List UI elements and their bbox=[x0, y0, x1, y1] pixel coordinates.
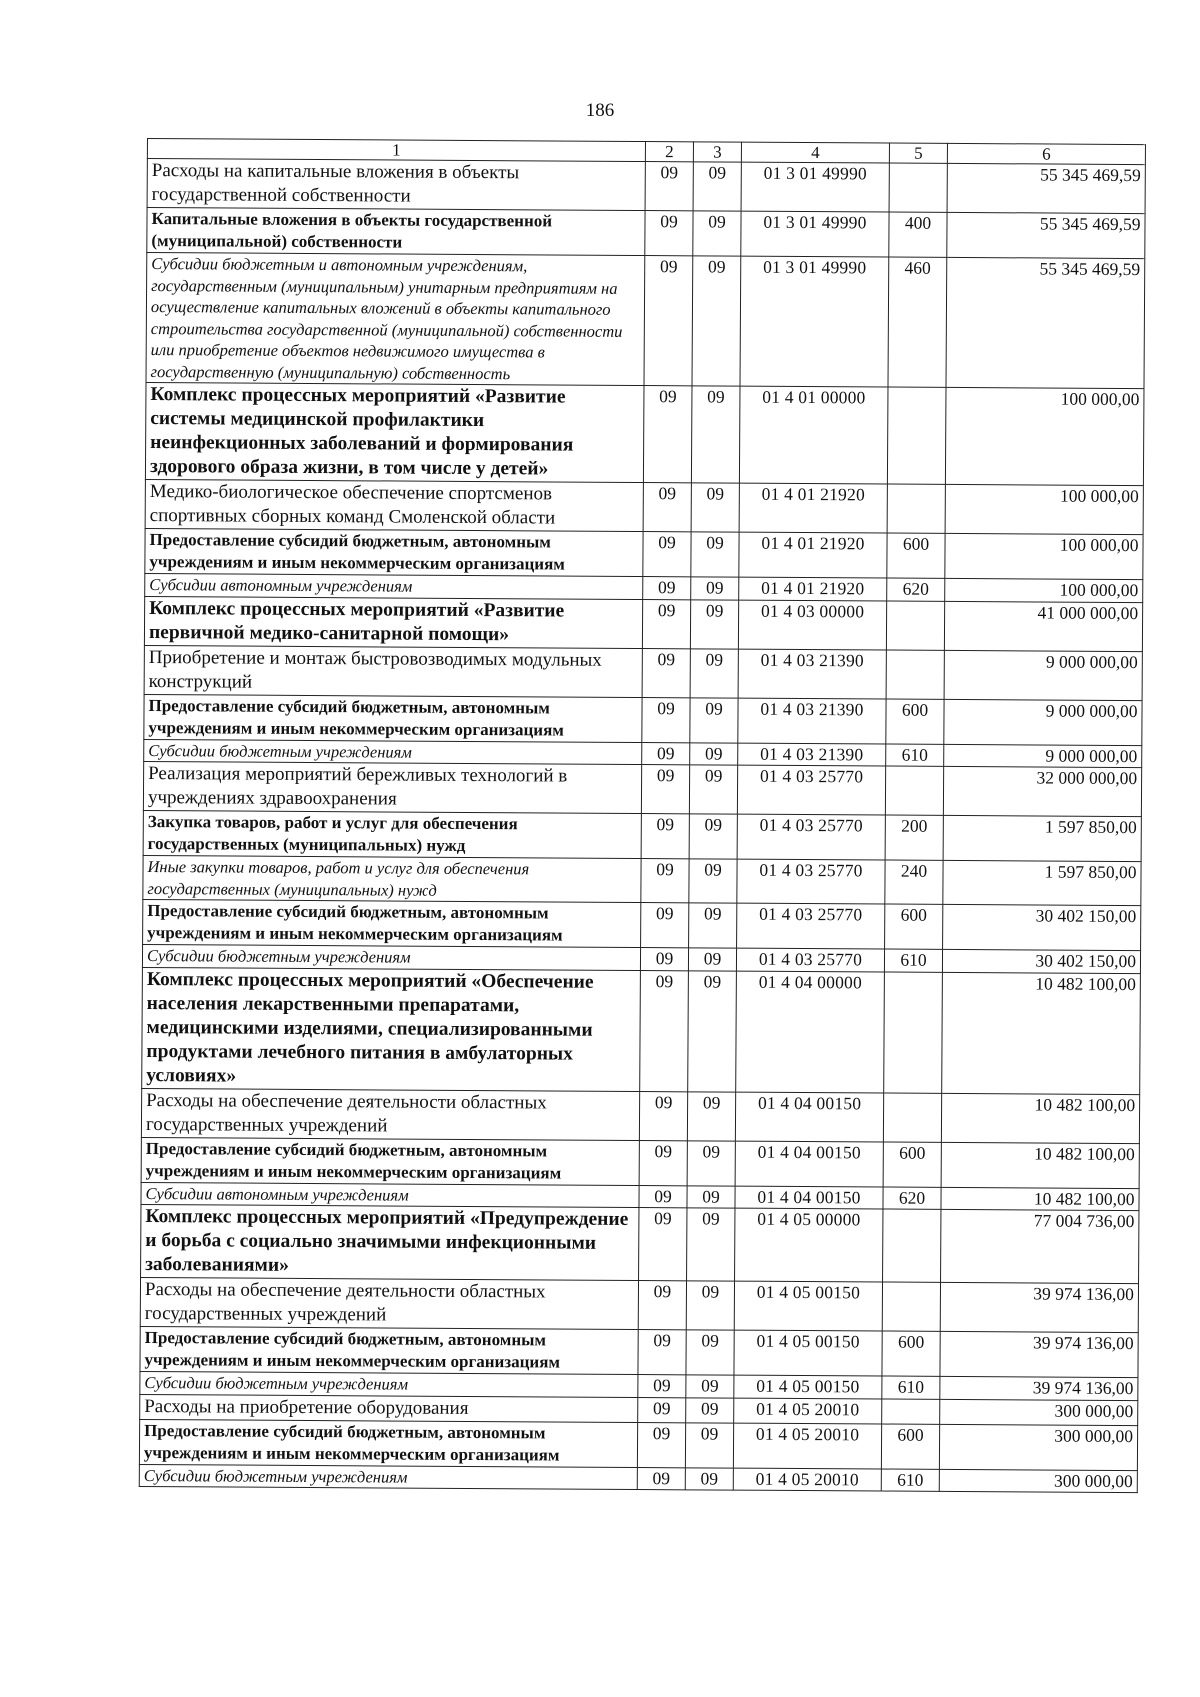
section-cell: 09 bbox=[639, 1185, 687, 1208]
table-row bbox=[145, 528, 1143, 579]
subsection-cell: 09 bbox=[688, 970, 737, 1091]
section-cell: 09 bbox=[641, 859, 689, 903]
description-cell: Закупка товаров, работ и услуг для обеспечения государственных (муниципальных) нужд bbox=[143, 810, 641, 858]
amount-cell: 9 000 000,00 bbox=[944, 699, 1142, 745]
section-cell: 09 bbox=[639, 1091, 687, 1140]
description-cell: Расходы на обеспечение деятельности областных государственных учреждений bbox=[140, 1277, 638, 1329]
section-cell: 09 bbox=[638, 1330, 686, 1375]
header-cell: 1 bbox=[147, 139, 645, 162]
budget-table-sheet bbox=[139, 138, 1146, 1493]
description-cell: Реализация мероприятий бережливых технологий в учреждениях здравоохранения bbox=[143, 761, 641, 813]
subsection-cell: 09 bbox=[690, 742, 738, 765]
subsection-cell: 09 bbox=[687, 1208, 735, 1281]
subsection-cell: 09 bbox=[691, 483, 739, 532]
section-cell: 09 bbox=[637, 1422, 685, 1467]
expense-type-cell: 600 bbox=[881, 1424, 939, 1469]
subsection-cell: 09 bbox=[693, 162, 741, 211]
target-code-cell: 01 4 03 25770 bbox=[737, 765, 885, 815]
amount-cell: 9 000 000,00 bbox=[944, 744, 1142, 768]
section-cell: 09 bbox=[640, 948, 688, 971]
description-cell: Предоставление субсидий бюджетным, автономным учреждениям и иным некоммерческим организациям bbox=[141, 1137, 639, 1185]
target-code-cell: 01 4 03 25770 bbox=[736, 948, 884, 971]
section-cell: 09 bbox=[643, 532, 691, 577]
subsection-cell: 09 bbox=[689, 859, 737, 903]
expense-type-cell: 400 bbox=[889, 212, 947, 257]
subsection-cell: 09 bbox=[688, 948, 736, 971]
amount-cell: 1 597 850,00 bbox=[943, 860, 1141, 905]
expense-type-cell: 610 bbox=[884, 949, 942, 972]
description-cell: Предоставление субсидий бюджетным, автономным учреждениям и иным некоммерческим организациям bbox=[140, 1326, 638, 1374]
subsection-cell: 09 bbox=[690, 599, 738, 648]
section-cell: 09 bbox=[641, 903, 689, 948]
table-row bbox=[140, 1326, 1138, 1377]
subsection-cell: 09 bbox=[685, 1422, 733, 1467]
budget-table bbox=[139, 138, 1146, 1493]
section-cell: 09 bbox=[638, 1397, 686, 1422]
section-cell: 09 bbox=[642, 742, 690, 765]
amount-cell: 9 000 000,00 bbox=[944, 650, 1142, 700]
description-cell: Расходы на приобретение оборудования bbox=[140, 1394, 638, 1422]
expense-type-cell: 600 bbox=[886, 699, 944, 744]
table-row bbox=[143, 761, 1141, 816]
amount-cell: 39 974 136,00 bbox=[940, 1376, 1138, 1400]
section-cell: 09 bbox=[641, 765, 689, 814]
target-code-cell: 01 4 03 21390 bbox=[738, 698, 886, 744]
expense-type-cell: 600 bbox=[883, 1142, 941, 1187]
target-code-cell: 01 4 05 00150 bbox=[734, 1330, 882, 1376]
target-code-cell: 01 4 05 20010 bbox=[733, 1423, 881, 1469]
amount-cell: 10 482 100,00 bbox=[942, 972, 1141, 1094]
description-cell: Расходы на обеспечение деятельности областных государственных учреждений bbox=[141, 1088, 639, 1140]
expense-type-cell: 600 bbox=[885, 904, 943, 949]
description-cell: Субсидии бюджетным учреждениям bbox=[139, 1464, 637, 1490]
amount-cell: 100 000,00 bbox=[945, 387, 1144, 485]
description-cell: Медико-биологическое обеспечение спортсменов спортивных сборных команд Смоленской области bbox=[145, 479, 643, 531]
table-row bbox=[140, 1277, 1138, 1332]
target-code-cell: 01 4 05 00000 bbox=[735, 1208, 883, 1282]
amount-cell: 39 974 136,00 bbox=[940, 1282, 1138, 1332]
description-cell: Комплекс процессных мероприятий «Развитие первичной медико-санитарной помощи» bbox=[144, 596, 642, 648]
description-cell: Капитальные вложения в объекты государственной (муниципальной) собственности bbox=[147, 208, 645, 256]
expense-type-cell bbox=[883, 1093, 941, 1142]
amount-cell: 30 402 150,00 bbox=[943, 904, 1141, 950]
table-row bbox=[141, 1088, 1139, 1143]
subsection-cell: 09 bbox=[689, 903, 737, 948]
target-code-cell: 01 4 05 00150 bbox=[734, 1375, 882, 1398]
expense-type-cell: 460 bbox=[888, 257, 947, 387]
target-code-cell: 01 4 01 21920 bbox=[739, 483, 887, 533]
expense-type-cell: 240 bbox=[885, 860, 943, 904]
target-code-cell: 01 4 04 00000 bbox=[736, 971, 885, 1093]
target-code-cell: 01 4 05 20010 bbox=[734, 1398, 882, 1424]
expense-type-cell bbox=[886, 601, 944, 650]
subsection-cell: 09 bbox=[686, 1397, 734, 1422]
target-code-cell: 01 4 03 00000 bbox=[738, 600, 886, 650]
header-cell: 3 bbox=[693, 142, 741, 162]
section-cell: 09 bbox=[639, 1140, 687, 1185]
subsection-cell: 09 bbox=[692, 256, 741, 386]
subsection-cell: 09 bbox=[691, 532, 739, 577]
amount-cell: 1 597 850,00 bbox=[943, 815, 1141, 861]
amount-cell: 300 000,00 bbox=[940, 1399, 1138, 1425]
expense-type-cell bbox=[882, 1399, 940, 1424]
table-row bbox=[144, 596, 1142, 651]
target-code-cell: 01 3 01 49990 bbox=[740, 256, 889, 387]
expense-type-cell bbox=[884, 972, 943, 1093]
table-row bbox=[147, 208, 1145, 259]
section-cell: 09 bbox=[643, 577, 691, 600]
description-cell: Приобретение и монтаж быстровозводимых модульных конструкций bbox=[144, 645, 642, 697]
expense-type-cell bbox=[886, 650, 944, 699]
expense-type-cell bbox=[885, 766, 943, 815]
amount-cell: 300 000,00 bbox=[939, 1469, 1137, 1493]
target-code-cell: 01 4 03 25770 bbox=[737, 903, 885, 949]
section-cell: 09 bbox=[643, 483, 691, 532]
expense-type-cell bbox=[883, 1209, 941, 1282]
description-cell: Субсидии бюджетным учреждениям bbox=[144, 739, 642, 765]
description-cell: Субсидии бюджетным учреждениям bbox=[140, 1371, 638, 1397]
header-cell: 6 bbox=[947, 143, 1145, 164]
description-cell: Предоставление субсидий бюджетным, автономным учреждениям и иным некоммерческим организациям bbox=[145, 528, 643, 576]
description-cell: Предоставление субсидий бюджетным, автономным учреждениям и иным некоммерческим организациям bbox=[139, 1419, 637, 1467]
section-cell: 09 bbox=[641, 814, 689, 859]
description-cell: Субсидии автономным учреждениям bbox=[145, 573, 643, 599]
page-number: 186 bbox=[585, 100, 615, 121]
expense-type-cell: 600 bbox=[882, 1331, 940, 1376]
target-code-cell: 01 4 03 21390 bbox=[738, 743, 886, 766]
description-cell: Субсидии автономным учреждениям bbox=[141, 1182, 639, 1208]
target-code-cell: 01 4 01 21920 bbox=[739, 577, 887, 600]
expense-type-cell bbox=[887, 484, 945, 533]
amount-cell: 30 402 150,00 bbox=[942, 949, 1140, 973]
amount-cell: 10 482 100,00 bbox=[941, 1142, 1139, 1188]
target-code-cell: 01 3 01 49990 bbox=[741, 211, 889, 257]
subsection-cell: 09 bbox=[689, 814, 737, 859]
section-cell: 09 bbox=[637, 1467, 685, 1490]
subsection-cell: 09 bbox=[690, 648, 738, 697]
amount-cell: 55 345 469,59 bbox=[947, 212, 1145, 258]
table-row bbox=[143, 855, 1141, 905]
expense-type-cell bbox=[889, 163, 947, 212]
table-row bbox=[139, 1464, 1137, 1493]
expense-type-cell bbox=[887, 387, 946, 484]
expense-type-cell bbox=[882, 1282, 940, 1331]
expense-type-cell: 620 bbox=[883, 1187, 941, 1210]
subsection-cell: 09 bbox=[686, 1375, 734, 1398]
section-cell: 09 bbox=[644, 256, 693, 386]
table-row bbox=[147, 159, 1145, 214]
target-code-cell: 01 4 04 00150 bbox=[735, 1186, 883, 1209]
amount-cell: 300 000,00 bbox=[939, 1424, 1137, 1470]
target-code-cell: 01 4 01 00000 bbox=[739, 386, 888, 484]
subsection-cell: 09 bbox=[689, 765, 737, 814]
subsection-cell: 09 bbox=[691, 386, 740, 483]
section-cell: 09 bbox=[642, 697, 690, 742]
table-row bbox=[142, 967, 1141, 1094]
section-cell: 09 bbox=[640, 970, 689, 1091]
description-cell: Субсидии бюджетным и автономным учреждениям, государственным (муниципальным) унитарным предприятиям на осуществление капитальных вложений в объекты капитального строительства государственной (муниципальной) собственности или приобретение объектов недвижимого имущества в государственную (муниципальную) собственность bbox=[146, 253, 645, 386]
amount-cell: 100 000,00 bbox=[945, 484, 1143, 534]
header-cell: 5 bbox=[889, 143, 947, 163]
section-cell: 09 bbox=[645, 211, 693, 256]
amount-cell: 41 000 000,00 bbox=[944, 601, 1142, 651]
description-cell: Комплекс процессных мероприятий «Обеспечение населения лекарственными препаратами, медицинскими изделиями, специализированными продуктами лечебного питания в амбулаторных условиях» bbox=[142, 967, 641, 1091]
expense-type-cell: 610 bbox=[886, 744, 944, 767]
amount-cell: 32 000 000,00 bbox=[943, 766, 1141, 816]
table-row bbox=[143, 810, 1141, 861]
section-cell: 09 bbox=[639, 1208, 687, 1281]
amount-cell: 100 000,00 bbox=[945, 578, 1143, 602]
target-code-cell: 01 4 04 00150 bbox=[735, 1092, 883, 1142]
amount-cell: 55 345 469,59 bbox=[947, 163, 1145, 213]
amount-cell: 55 345 469,59 bbox=[946, 257, 1145, 388]
target-code-cell: 01 4 05 00150 bbox=[734, 1281, 882, 1331]
table-row bbox=[145, 479, 1143, 534]
section-cell: 09 bbox=[642, 599, 690, 648]
table-row bbox=[144, 694, 1142, 745]
amount-cell: 77 004 736,00 bbox=[941, 1209, 1139, 1283]
table-row bbox=[139, 1419, 1137, 1470]
amount-cell: 10 482 100,00 bbox=[941, 1187, 1139, 1211]
target-code-cell: 01 4 03 25770 bbox=[737, 859, 885, 904]
section-cell: 09 bbox=[638, 1375, 686, 1398]
expense-type-cell: 200 bbox=[885, 815, 943, 860]
description-cell: Предоставление субсидий бюджетным, автономным учреждениям и иным некоммерческим организациям bbox=[144, 694, 642, 742]
section-cell: 09 bbox=[638, 1281, 686, 1330]
target-code-cell: 01 4 03 25770 bbox=[737, 814, 885, 860]
table-row bbox=[141, 1204, 1139, 1283]
subsection-cell: 09 bbox=[686, 1330, 734, 1375]
subsection-cell: 09 bbox=[687, 1091, 735, 1140]
table-row bbox=[144, 645, 1142, 700]
subsection-cell: 09 bbox=[690, 697, 738, 742]
section-cell: 09 bbox=[643, 386, 692, 483]
subsection-cell: 09 bbox=[687, 1140, 735, 1185]
description-cell: Иные закупки товаров, работ и услуг для обеспечения государственных (муниципальных) нужд bbox=[143, 855, 641, 902]
header-cell: 4 bbox=[741, 142, 889, 163]
target-code-cell: 01 4 03 21390 bbox=[738, 649, 886, 699]
table-row bbox=[143, 899, 1141, 950]
expense-type-cell: 620 bbox=[887, 578, 945, 601]
subsection-cell: 09 bbox=[685, 1467, 733, 1490]
target-code-cell: 01 4 04 00150 bbox=[735, 1141, 883, 1187]
subsection-cell: 09 bbox=[686, 1281, 734, 1330]
amount-cell: 10 482 100,00 bbox=[941, 1093, 1139, 1143]
amount-cell: 39 974 136,00 bbox=[940, 1331, 1138, 1377]
target-code-cell: 01 3 01 49990 bbox=[741, 162, 889, 212]
table-row bbox=[141, 1137, 1139, 1188]
table-row bbox=[146, 253, 1145, 389]
subsection-cell: 09 bbox=[687, 1185, 735, 1208]
target-code-cell: 01 4 05 20010 bbox=[733, 1468, 881, 1491]
section-cell: 09 bbox=[642, 648, 690, 697]
description-cell: Предоставление субсидий бюджетным, автономным учреждениям и иным некоммерческим организациям bbox=[143, 899, 641, 947]
expense-type-cell: 610 bbox=[881, 1469, 939, 1492]
description-cell: Расходы на капитальные вложения в объекты государственной собственности bbox=[147, 159, 645, 211]
amount-cell: 100 000,00 bbox=[945, 533, 1143, 579]
table-row bbox=[145, 382, 1144, 485]
header-cell: 2 bbox=[645, 142, 693, 162]
target-code-cell: 01 4 01 21920 bbox=[739, 532, 887, 578]
description-cell: Комплекс процессных мероприятий «Развитие системы медицинской профилактики неинфекционных заболеваний и формирования здорового образа жизни, в том числе у детей» bbox=[145, 382, 644, 482]
section-cell: 09 bbox=[645, 162, 693, 211]
expense-type-cell: 600 bbox=[887, 533, 945, 578]
description-cell: Комплекс процессных мероприятий «Предупреждение и борьба с социально значимыми инфекционными заболеваниями» bbox=[141, 1204, 639, 1280]
subsection-cell: 09 bbox=[691, 577, 739, 600]
expense-type-cell: 610 bbox=[882, 1376, 940, 1399]
description-cell: Субсидии бюджетным учреждениям bbox=[142, 944, 640, 970]
subsection-cell: 09 bbox=[693, 211, 741, 256]
